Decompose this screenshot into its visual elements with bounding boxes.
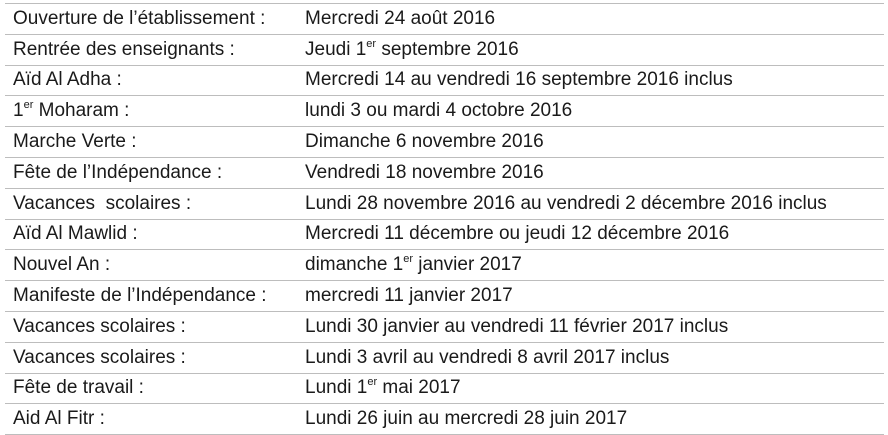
event-label: Fête de l’Indépendance : (5, 157, 297, 188)
event-label: Aid Al Fitr : (5, 404, 297, 435)
ordinal-suffix: er (403, 253, 414, 266)
event-label: Vacances scolaires : (5, 311, 297, 342)
ordinal-suffix: er (366, 37, 377, 50)
label-text: Moharam : (33, 100, 130, 122)
event-label: Nouvel An : (5, 250, 297, 281)
table-row (5, 188, 884, 219)
event-label: Ouverture de l’établissement : (5, 4, 297, 35)
event-label (5, 96, 297, 127)
event-date: Vendredi 18 novembre 2016 (297, 157, 884, 188)
event-label: Fête de travail : (5, 373, 297, 404)
event-date (297, 373, 884, 404)
table-row (5, 342, 884, 373)
event-label: Marche Verte : (5, 127, 297, 158)
event-date: lundi 3 ou mardi 4 octobre 2016 (297, 96, 884, 127)
event-label: Aïd Al Adha : (5, 65, 297, 96)
event-date: Lundi 3 avril au vendredi 8 avril 2017 inclus (297, 342, 884, 373)
table-row (5, 157, 884, 188)
table-row (5, 373, 884, 404)
label-text: 1 (13, 100, 24, 122)
table-row (5, 65, 884, 96)
table-row (5, 4, 884, 35)
date-text: dimanche 1 (305, 254, 404, 276)
event-label: Aïd Al Mawlid : (5, 219, 297, 250)
ordinal-suffix: er (367, 376, 378, 389)
table-row (5, 34, 884, 65)
school-calendar-table (5, 3, 884, 435)
event-label: Vacances scolaires : (5, 188, 297, 219)
event-label: Rentrée des enseignants : (5, 34, 297, 65)
date-text: mai 2017 (377, 377, 461, 399)
event-date: Lundi 28 novembre 2016 au vendredi 2 décembre 2016 inclus (297, 188, 884, 219)
table-row (5, 250, 884, 281)
table-row (5, 96, 884, 127)
event-label: Manifeste de l’Indépendance : (5, 281, 297, 312)
table-row (5, 404, 884, 435)
event-date (297, 34, 884, 65)
table-row (5, 219, 884, 250)
event-date: Dimanche 6 novembre 2016 (297, 127, 884, 158)
event-date: Mercredi 14 au vendredi 16 septembre 2016 inclus (297, 65, 884, 96)
ordinal-suffix: er (23, 99, 34, 112)
event-date: Lundi 26 juin au mercredi 28 juin 2017 (297, 404, 884, 435)
table-row (5, 127, 884, 158)
date-text: janvier 2017 (413, 254, 522, 276)
event-date (297, 250, 884, 281)
event-date: Mercredi 11 décembre ou jeudi 12 décembre 2016 (297, 219, 884, 250)
event-label: Vacances scolaires : (5, 342, 297, 373)
date-text: Lundi 1 (305, 377, 368, 399)
table-row (5, 281, 884, 312)
date-text: Jeudi 1 (305, 38, 367, 60)
date-text: septembre 2016 (376, 38, 519, 60)
event-date: mercredi 11 janvier 2017 (297, 281, 884, 312)
event-date: Mercredi 24 août 2016 (297, 4, 884, 35)
event-date: Lundi 30 janvier au vendredi 11 février 2017 inclus (297, 311, 884, 342)
table-row (5, 311, 884, 342)
